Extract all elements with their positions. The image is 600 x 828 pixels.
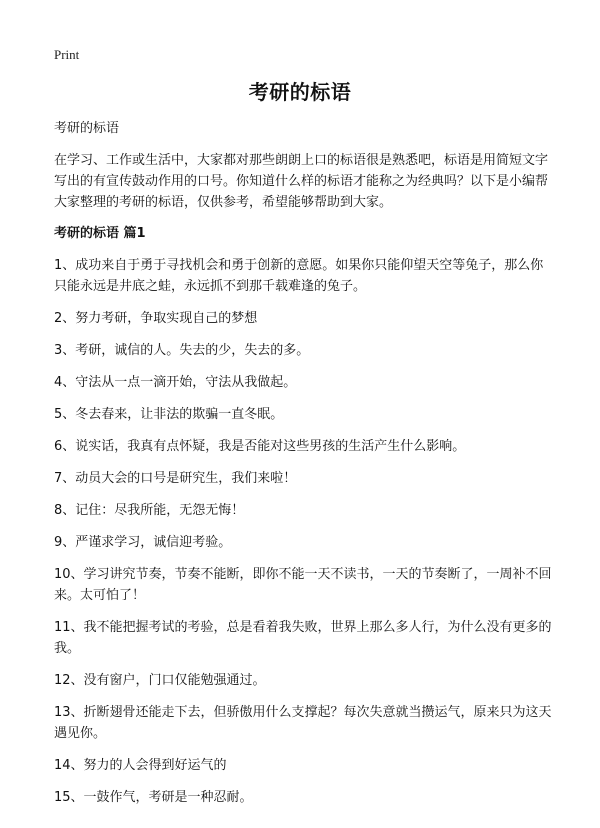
slogan-item: 13、折断翅骨还能走下去，但骄傲用什么支撑起？每次失意就当攒运气，原来只为这天遇见你。 xyxy=(54,705,552,741)
page-title: 考研的标语 xyxy=(248,80,352,104)
slogan-item: 14、努力的人会得到好运气的 xyxy=(54,758,227,773)
intro-paragraph: 在学习、工作或生活中，大家都对那些朗朗上口的标语很是熟悉吧，标语是用简短文字写出的有宣传鼓动作用的口号。你知道什么样的标语才能称之为经典吗？以下是小编帮大家整理的考研的标语，仅供参考，希望能够帮助到大家。 xyxy=(54,153,549,210)
slogan-item: 3、考研，诚信的人。失去的少，失去的多。 xyxy=(54,343,310,358)
slogan-item: 5、冬去春来，让非法的欺骗一直冬眠。 xyxy=(54,407,284,422)
slogan-list xyxy=(54,255,554,808)
section-heading: 考研的标语 篇1 xyxy=(54,226,146,241)
slogan-item: 9、严谨求学习，诚信迎考验。 xyxy=(54,535,232,550)
article-body xyxy=(54,118,554,819)
article-subtitle: 考研的标语 xyxy=(54,121,120,136)
slogan-item: 1、成功来自于勇于寻找机会和勇于创新的意愿。如果你只能仰望天空等兔子，那么你只能永远是井底之蛙，永远抓不到那千载难逢的兔子。 xyxy=(54,258,544,294)
slogan-item: 7、动员大会的口号是研究生，我们来啦！ xyxy=(54,471,297,486)
slogan-item: 4、守法从一点一滴开始，守法从我做起。 xyxy=(54,375,297,390)
slogan-item: 6、说实话，我真有点怀疑，我是否能对这些男孩的生活产生什么影响。 xyxy=(54,439,466,454)
slogan-item: 2、努力考研，争取实现自己的梦想 xyxy=(54,311,258,326)
slogan-item: 12、没有窗户，门口仅能勉强通过。 xyxy=(54,673,266,688)
slogan-item: 10、学习讲究节奏，节奏不能断，即你不能一天不读书，一天的节奏断了，一周补不回来。太可怕了！ xyxy=(54,567,552,603)
slogan-item: 11、我不能把握考试的考验，总是看着我失败，世界上那么多人行，为什么没有更多的我。 xyxy=(54,620,552,656)
print-link[interactable]: Print xyxy=(54,47,80,62)
slogan-item: 8、记住：尽我所能，无怨无悔！ xyxy=(54,503,245,518)
slogan-item: 15、一鼓作气，考研是一种忍耐。 xyxy=(54,790,253,805)
